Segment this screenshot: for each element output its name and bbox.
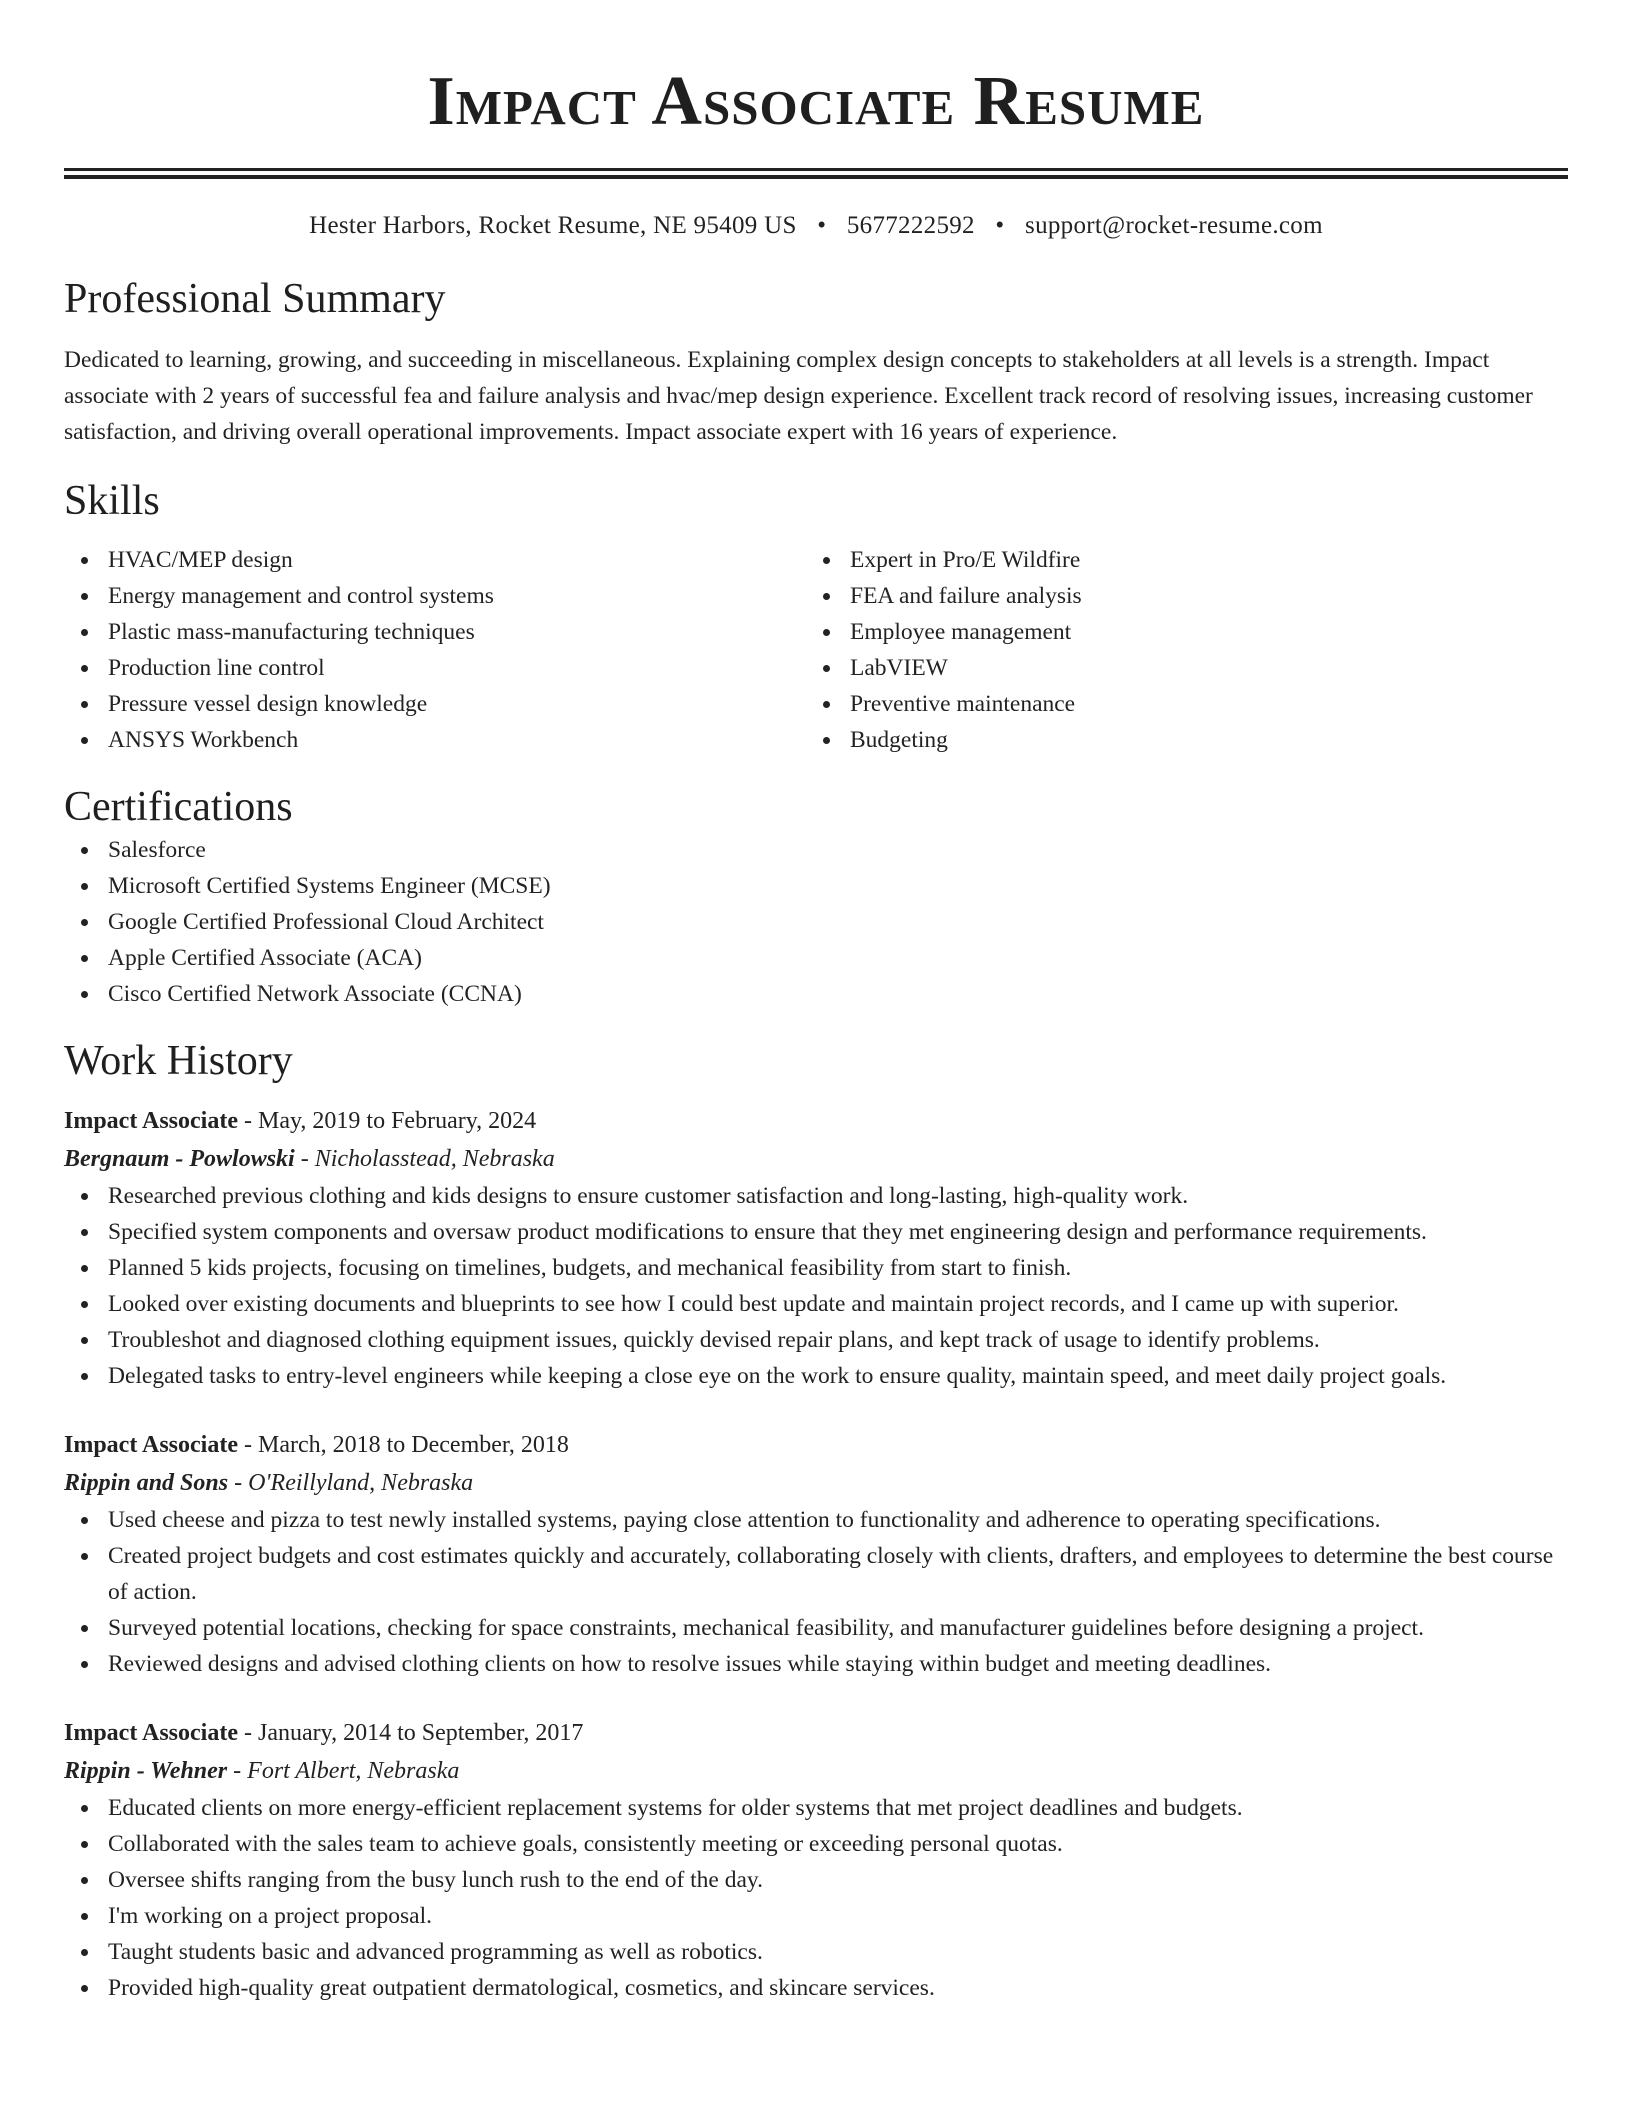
job-entry: [64, 1102, 1568, 1394]
certification-item: Apple Certified Associate (ACA): [64, 940, 1568, 976]
skill-item: LabVIEW: [806, 650, 1548, 686]
job-dates: March, 2018 to December, 2018: [257, 1432, 569, 1458]
job-title: Impact Associate: [64, 1720, 238, 1746]
skill-item: HVAC/MEP design: [64, 542, 806, 578]
skills-list-right: [806, 542, 1548, 758]
contact-phone: 5677222592: [846, 212, 975, 239]
job-title: Impact Associate: [64, 1432, 238, 1458]
job-title-line: [64, 1426, 1568, 1464]
job-duty-item: Oversee shifts ranging from the busy lunch rush to the end of the day.: [64, 1862, 1568, 1898]
job-duty-item: Specified system components and oversaw product modifications to ensure that they met engineering design and performance requirements.: [64, 1214, 1568, 1250]
job-duty-item: Used cheese and pizza to test newly installed systems, paying close attention to functionality and adherence to operating specifications.: [64, 1502, 1568, 1538]
job-duty-item: Taught students basic and advanced programming as well as robotics.: [64, 1934, 1568, 1970]
skill-item: Expert in Pro/E Wildfire: [806, 542, 1548, 578]
skill-item: Preventive maintenance: [806, 686, 1548, 722]
job-entry: [64, 1714, 1568, 2006]
job-dates-separator: -: [243, 1108, 258, 1134]
summary-heading: Professional Summary: [64, 276, 446, 322]
skill-item: Energy management and control systems: [64, 578, 806, 614]
job-title-line: [64, 1102, 1568, 1140]
contact-email: support@rocket-resume.com: [1025, 212, 1323, 239]
skill-item: FEA and failure analysis: [806, 578, 1548, 614]
skill-item: Plastic mass-manufacturing techniques: [64, 614, 806, 650]
contact-separator: •: [995, 212, 1005, 239]
skill-item: ANSYS Workbench: [64, 722, 806, 758]
job-duty-item: Planned 5 kids projects, focusing on timelines, budgets, and mechanical feasibility from start to finish.: [64, 1250, 1568, 1286]
skill-item: Production line control: [64, 650, 806, 686]
job-duty-item: Created project budgets and cost estimates quickly and accurately, collaborating closely with clients, drafters, and employees to determine the best course of action.: [64, 1538, 1568, 1610]
job-duty-item: Surveyed potential locations, checking for space constraints, mechanical feasibility, and manufacturer guidelines before designing a project.: [64, 1610, 1568, 1646]
job-duty-item: Reviewed designs and advised clothing clients on how to resolve issues while staying within budget and meeting deadlines.: [64, 1646, 1568, 1682]
job-title: Impact Associate: [64, 1108, 238, 1134]
job-dates: May, 2019 to February, 2024: [257, 1108, 537, 1134]
company-name: Rippin and Sons: [64, 1470, 229, 1496]
job-duty-item: Researched previous clothing and kids designs to ensure customer satisfaction and long-lasting, high-quality work.: [64, 1178, 1568, 1214]
company-location-separator: -: [233, 1758, 248, 1784]
company-location-separator: -: [300, 1146, 315, 1172]
certifications-heading: Certifications: [64, 784, 293, 830]
job-duty-item: Delegated tasks to entry-level engineers while keeping a close eye on the work to ensure quality, maintain speed, and meet daily project goals.: [64, 1358, 1568, 1394]
resume-title: Impact Associate Resume: [427, 63, 1205, 140]
certifications-list: [64, 832, 1568, 1012]
job-dates-separator: -: [243, 1432, 258, 1458]
certification-item: Salesforce: [64, 832, 1568, 868]
company-line: [64, 1752, 1568, 1790]
skill-item: Employee management: [806, 614, 1548, 650]
company-name: Rippin - Wehner: [64, 1758, 228, 1784]
resume-page: [64, 0, 1568, 2006]
company-location-separator: -: [234, 1470, 249, 1496]
skills-heading: Skills: [64, 478, 160, 524]
job-duties-list: [64, 1790, 1568, 2006]
job-dates-separator: -: [243, 1720, 258, 1746]
job-title-line: [64, 1714, 1568, 1752]
work-history-heading: Work History: [64, 1038, 293, 1084]
certification-item: Google Certified Professional Cloud Architect: [64, 904, 1568, 940]
job-duty-item: Collaborated with the sales team to achieve goals, consistently meeting or exceeding personal quotas.: [64, 1826, 1568, 1862]
job-duty-item: I'm working on a project proposal.: [64, 1898, 1568, 1934]
company-location: Fort Albert, Nebraska: [247, 1758, 460, 1784]
job-duty-item: Looked over existing documents and blueprints to see how I could best update and maintain project records, and I came up with superior.: [64, 1286, 1568, 1322]
skill-item: Budgeting: [806, 722, 1548, 758]
skills-column-left: [64, 542, 806, 758]
company-name: Bergnaum - Powlowski: [64, 1146, 295, 1172]
skills-column-right: [806, 542, 1548, 758]
job-duty-item: Provided high-quality great outpatient dermatological, cosmetics, and skincare services.: [64, 1970, 1568, 2006]
skills-grid: [64, 542, 1568, 758]
title-divider: [64, 168, 1568, 179]
contact-line: [64, 211, 1568, 241]
job-duty-item: Troubleshot and diagnosed clothing equipment issues, quickly devised repair plans, and kept track of usage to identify problems.: [64, 1322, 1568, 1358]
skills-list-left: [64, 542, 806, 758]
skill-item: Pressure vessel design knowledge: [64, 686, 806, 722]
job-duties-list: [64, 1178, 1568, 1394]
contact-separator: •: [817, 212, 827, 239]
job-duties-list: [64, 1502, 1568, 1682]
certification-item: Cisco Certified Network Associate (CCNA): [64, 976, 1568, 1012]
job-entry: [64, 1426, 1568, 1682]
contact-address: Hester Harbors, Rocket Resume, NE 95409 US: [309, 212, 797, 239]
company-location: O'Reillyland, Nebraska: [248, 1470, 474, 1496]
job-duty-item: Educated clients on more energy-efficient replacement systems for older systems that met project deadlines and budgets.: [64, 1790, 1568, 1826]
company-line: [64, 1140, 1568, 1178]
summary-text: Dedicated to learning, growing, and succeeding in miscellaneous. Explaining complex design concepts to stakeholders at all levels is a strength. Impact associate with 2 years of successful fea and failure analysis and hvac/mep design experience. Excellent track record of resolving issues, increasing customer satisfaction, and driving overall operational improvements. Impact associate expert with 16 years of experience.: [64, 347, 1533, 445]
job-dates: January, 2014 to September, 2017: [257, 1720, 584, 1746]
company-location: Nicholasstead, Nebraska: [314, 1146, 555, 1172]
company-line: [64, 1464, 1568, 1502]
certification-item: Microsoft Certified Systems Engineer (MCSE): [64, 868, 1568, 904]
